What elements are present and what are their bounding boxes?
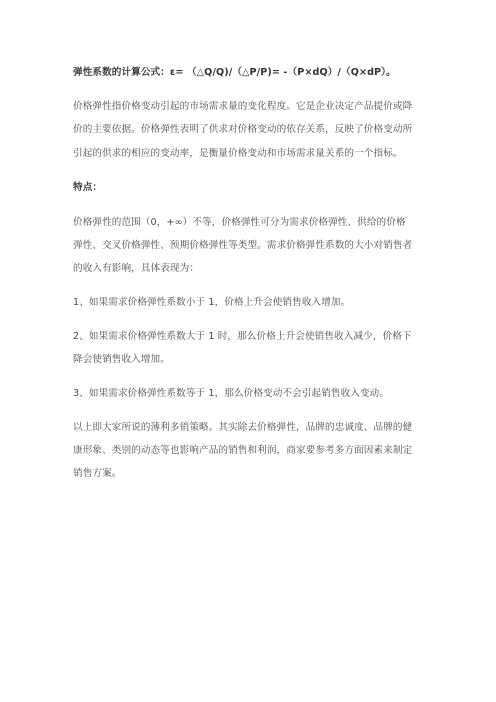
paragraph-1-line-2: 价的主要依据。价格弹性表明了供求对价格变动的依存关系，反映了价格变动所 (73, 124, 413, 135)
list-item-2-line-2: 降会使销售收入增加。 (73, 354, 170, 365)
formula-line: 弹性系数的计算公式：ε= （△Q/Q)/（△P/P)= -（P×dQ）/（Q×dP）。 (73, 67, 396, 78)
paragraph-2-line-2: 弹性、交叉价格弹性、预期价格弹性等类型。需求价格弹性系数的大小对销售者 (73, 240, 413, 251)
paragraph-3-line-2: 康形象、类别的动态等也影响产品的销售和利润，商家要参考多方面因素来制定 (73, 445, 413, 456)
section-heading-features: 特点： (73, 182, 103, 193)
list-item-2-line-1: 2、如果需求价格弹性系数大于 1 时，那么价格上升会使销售收入减少，价格下 (73, 331, 412, 342)
paragraph-2-line-3: 的收入有影响，具体表现为： (73, 263, 200, 274)
paragraph-1-line-3: 引起的供求的相应的变动率，是衡量价格变动和市场需求量关系的一个指标。 (73, 148, 403, 159)
paragraph-3-line-3: 销售方案。 (73, 468, 122, 479)
paragraph-1-line-1: 价格弹性指价格变动引起的市场需求量的变化程度。它是企业决定产品提价或降 (73, 101, 413, 112)
paragraph-3-line-1: 以上即大家所说的薄利多销策略。其实除去价格弹性，品牌的忠诚度、品牌的健 (73, 422, 413, 433)
list-item-1: 1、如果需求价格弹性系数小于 1，价格上升会使销售收入增加。 (73, 297, 351, 308)
list-item-3: 3、如果需求价格弹性系数等于 1，那么价格变动不会引起销售收入变动。 (73, 388, 390, 399)
paragraph-2-line-1: 价格弹性的范围（0，+∞）不等，价格弹性可分为需求价格弹性、供给的价格 (73, 217, 406, 228)
